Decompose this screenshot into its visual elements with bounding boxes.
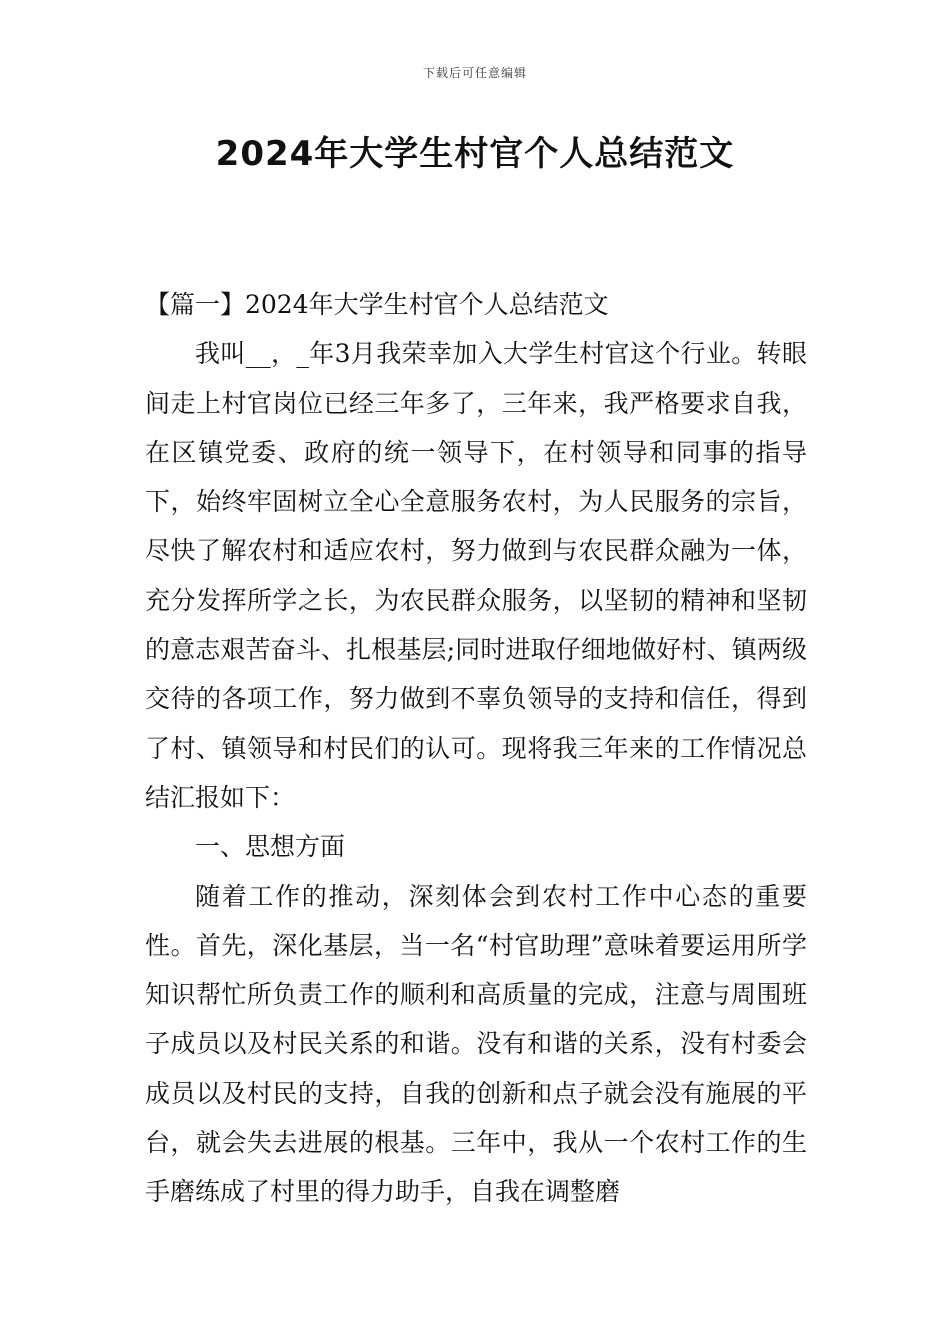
paragraph-intro: 我叫__，_年3月我荣幸加入大学生村官这个行业。转眼间走上村官岗位已经三年多了，三年来，我严格要求自我，在区镇党委、政府的统一领导下，在村领导和同事的指导下，始终牢固树立全心全意服务农村，为人民服务的宗旨，尽快了解农村和适应农村，努力做到与农民群众融为一体，充分发挥所学之长，为农民群众服务，以坚韧的精神和坚韧的意志艰苦奋斗、扎根基层;同时进取仔细地做好村、镇两级交待的各项工作，努力做到不辜负领导的支持和信任，得到了村、镇领导和村民们的认可。现将我三年来的工作情况总结汇报如下： xyxy=(145,339,807,812)
section-heading: 【篇一】2024年大学生村官个人总结范文 xyxy=(145,290,609,319)
header-note: 下载后可任意编辑 xyxy=(422,66,527,80)
document-title: 2024年大学生村官个人总结范文 xyxy=(215,134,735,174)
document-body xyxy=(145,280,807,1217)
paragraph-thought: 随着工作的推动，深刻体会到农村工作中心态的重要性。首先，深化基层，当一名“村官助理”意味着要运用所学知识帮忙所负责工作的顺利和高质量的完成，注意与周围班子成员以及村民关系的和谐。没有和谐的关系，没有村委会成员以及村民的支持，自我的创新和点子就会没有施展的平台，就会失去进展的根基。三年中，我从一个农村工作的生手磨练成了村里的得力助手，自我在调整磨 xyxy=(145,881,807,1207)
subheading-thought: 一、思想方面 xyxy=(195,832,346,862)
